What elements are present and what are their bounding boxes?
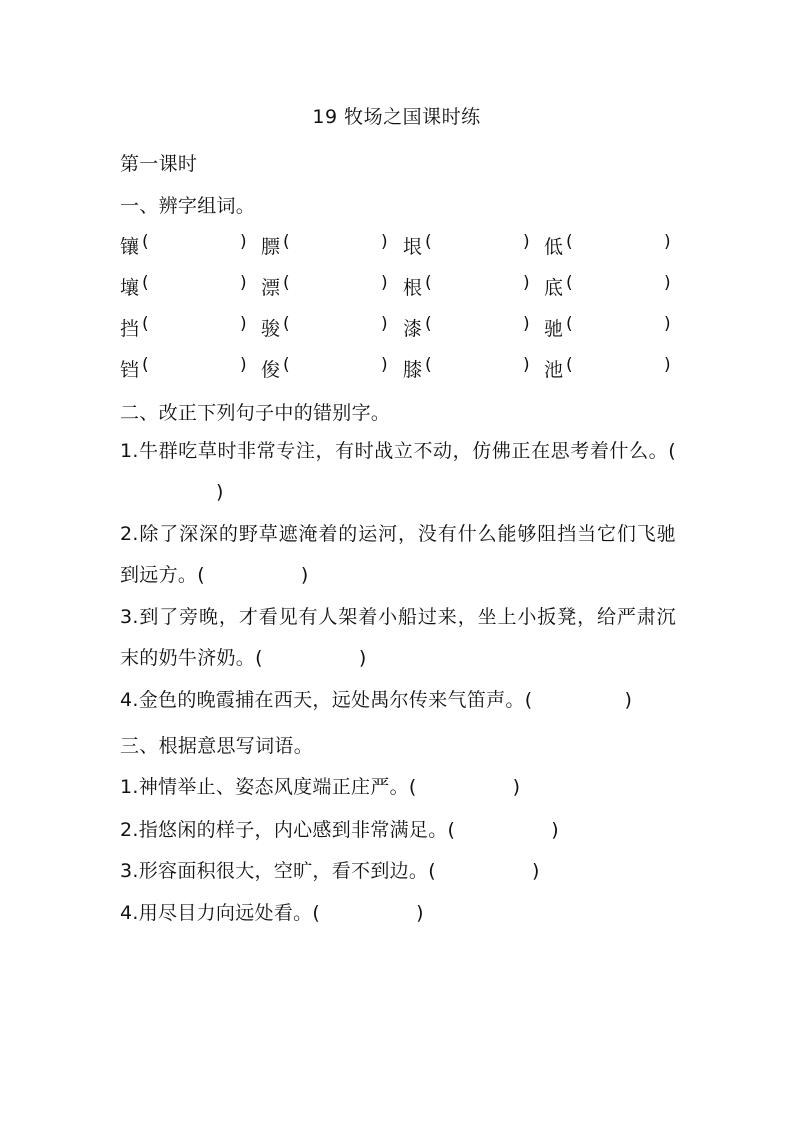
question-text: 1.神情举止、姿态风度端正庄严。( (120, 776, 417, 798)
answer-open-paren: ( (425, 232, 432, 252)
question-text: 3.形容面积很大，空旷，看不到边。( (120, 860, 436, 882)
question-text: 3.到了旁晚，才看见有人架着小船过来，坐上小扳凳，给严肃沉末的奶牛济奶。( (120, 606, 676, 669)
answer-close-paren: ) (664, 273, 671, 293)
answer-open-paren: ( (425, 355, 432, 375)
char: 铛 (120, 359, 140, 381)
correction-item (120, 597, 676, 679)
correction-item (120, 431, 676, 513)
answer-close-paren: ) (664, 232, 671, 252)
answer-open-paren: ( (283, 355, 290, 375)
answer-close-paren: ) (240, 232, 247, 252)
answer-close-paren: ) (381, 232, 388, 252)
char-cell (261, 314, 393, 340)
answer-open-paren: ( (283, 232, 290, 252)
char-cell (120, 232, 252, 258)
definition-item (120, 772, 520, 799)
char-cell (544, 355, 676, 381)
answer-close-paren: ) (240, 273, 247, 293)
char: 底 (544, 277, 564, 299)
question-text: 4.金色的晚霞捕在西天，远处禺尔传来气笛声。( (120, 689, 533, 711)
answer-close-paren: ) (240, 355, 247, 375)
answer-close-paren: ) (624, 689, 633, 711)
answer-open-paren: ( (425, 314, 432, 334)
answer-open-paren: ( (566, 314, 573, 334)
answer-open-paren: ( (566, 232, 573, 252)
answer-close-paren: ) (416, 902, 424, 924)
answer-close-paren: ) (523, 355, 530, 375)
char-cell (261, 273, 393, 299)
answer-close-paren: ) (300, 564, 309, 586)
char: 根 (403, 277, 423, 299)
question-text: 1.牛群吃草时非常专注，有时战立不动，仿佛正在思考着什么。( (120, 440, 676, 462)
char: 池 (544, 359, 564, 381)
question-text: 2.除了深深的野草遮淹着的运河，没有什么能够阻挡当它们飞驰到远方。( (120, 523, 676, 586)
answer-close-paren: ) (381, 314, 388, 334)
answer-open-paren: ( (283, 273, 290, 293)
definition-item (120, 898, 424, 925)
char: 骏 (261, 318, 281, 340)
definition-item (120, 815, 559, 842)
answer-close-paren: ) (358, 647, 367, 669)
answer-close-paren: ) (551, 819, 559, 841)
char-row (120, 355, 676, 381)
char-cell (544, 232, 676, 258)
answer-open-paren: ( (142, 273, 149, 293)
answer-open-paren: ( (283, 314, 290, 334)
char: 膘 (261, 236, 281, 258)
char-cell (403, 355, 535, 381)
section1-heading: 一、辨字组词。 (120, 195, 256, 217)
section3-heading: 三、根据意思写词语。 (120, 735, 314, 757)
answer-close-paren: ) (381, 355, 388, 375)
question-text: 4.用尽目力向远处看。( (120, 902, 321, 924)
answer-close-paren: ) (531, 860, 540, 882)
answer-open-paren: ( (142, 355, 149, 375)
answer-close-paren: ) (523, 273, 530, 293)
char: 漆 (403, 318, 423, 340)
char: 膝 (403, 359, 423, 381)
char: 垠 (403, 236, 423, 258)
answer-close-paren: ) (512, 776, 521, 798)
answer-open-paren: ( (566, 355, 573, 375)
answer-open-paren: ( (142, 232, 149, 252)
answer-close-paren: ) (664, 355, 671, 375)
answer-close-paren: ) (664, 314, 671, 334)
char-cell (403, 232, 535, 258)
definition-item (120, 856, 540, 883)
page-title: 19 牧场之国课时练 (312, 106, 481, 128)
char-cell (261, 232, 393, 258)
char-cell (120, 273, 252, 299)
char-cell (120, 355, 252, 381)
char: 俊 (261, 359, 281, 381)
char-cell (403, 314, 535, 340)
char: 镶 (120, 236, 140, 258)
correction-item (120, 680, 676, 721)
char-cell (544, 314, 676, 340)
char: 驰 (544, 318, 564, 340)
answer-close-paren: ) (381, 273, 388, 293)
char-row (120, 273, 676, 299)
answer-open-paren: ( (566, 273, 573, 293)
section2-heading: 二、改正下列句子中的错别字。 (120, 402, 391, 424)
char: 挡 (120, 318, 140, 340)
char-cell (120, 314, 252, 340)
char-cell (261, 355, 393, 381)
answer-close-paren: ) (523, 232, 530, 252)
char-row (120, 314, 676, 340)
char: 壤 (120, 277, 140, 299)
char: 低 (544, 236, 564, 258)
answer-open-paren: ( (142, 314, 149, 334)
char-row (120, 232, 676, 258)
question-text: 2.指悠闲的样子，内心感到非常满足。( (120, 819, 456, 841)
answer-close-paren: ) (240, 314, 247, 334)
answer-close-paren: ) (216, 481, 224, 503)
char-cell (544, 273, 676, 299)
char: 漂 (261, 277, 281, 299)
correction-item (120, 514, 676, 596)
answer-open-paren: ( (425, 273, 432, 293)
char-cell (403, 273, 535, 299)
lesson-label: 第一课时 (120, 153, 198, 175)
answer-close-paren: ) (523, 314, 530, 334)
